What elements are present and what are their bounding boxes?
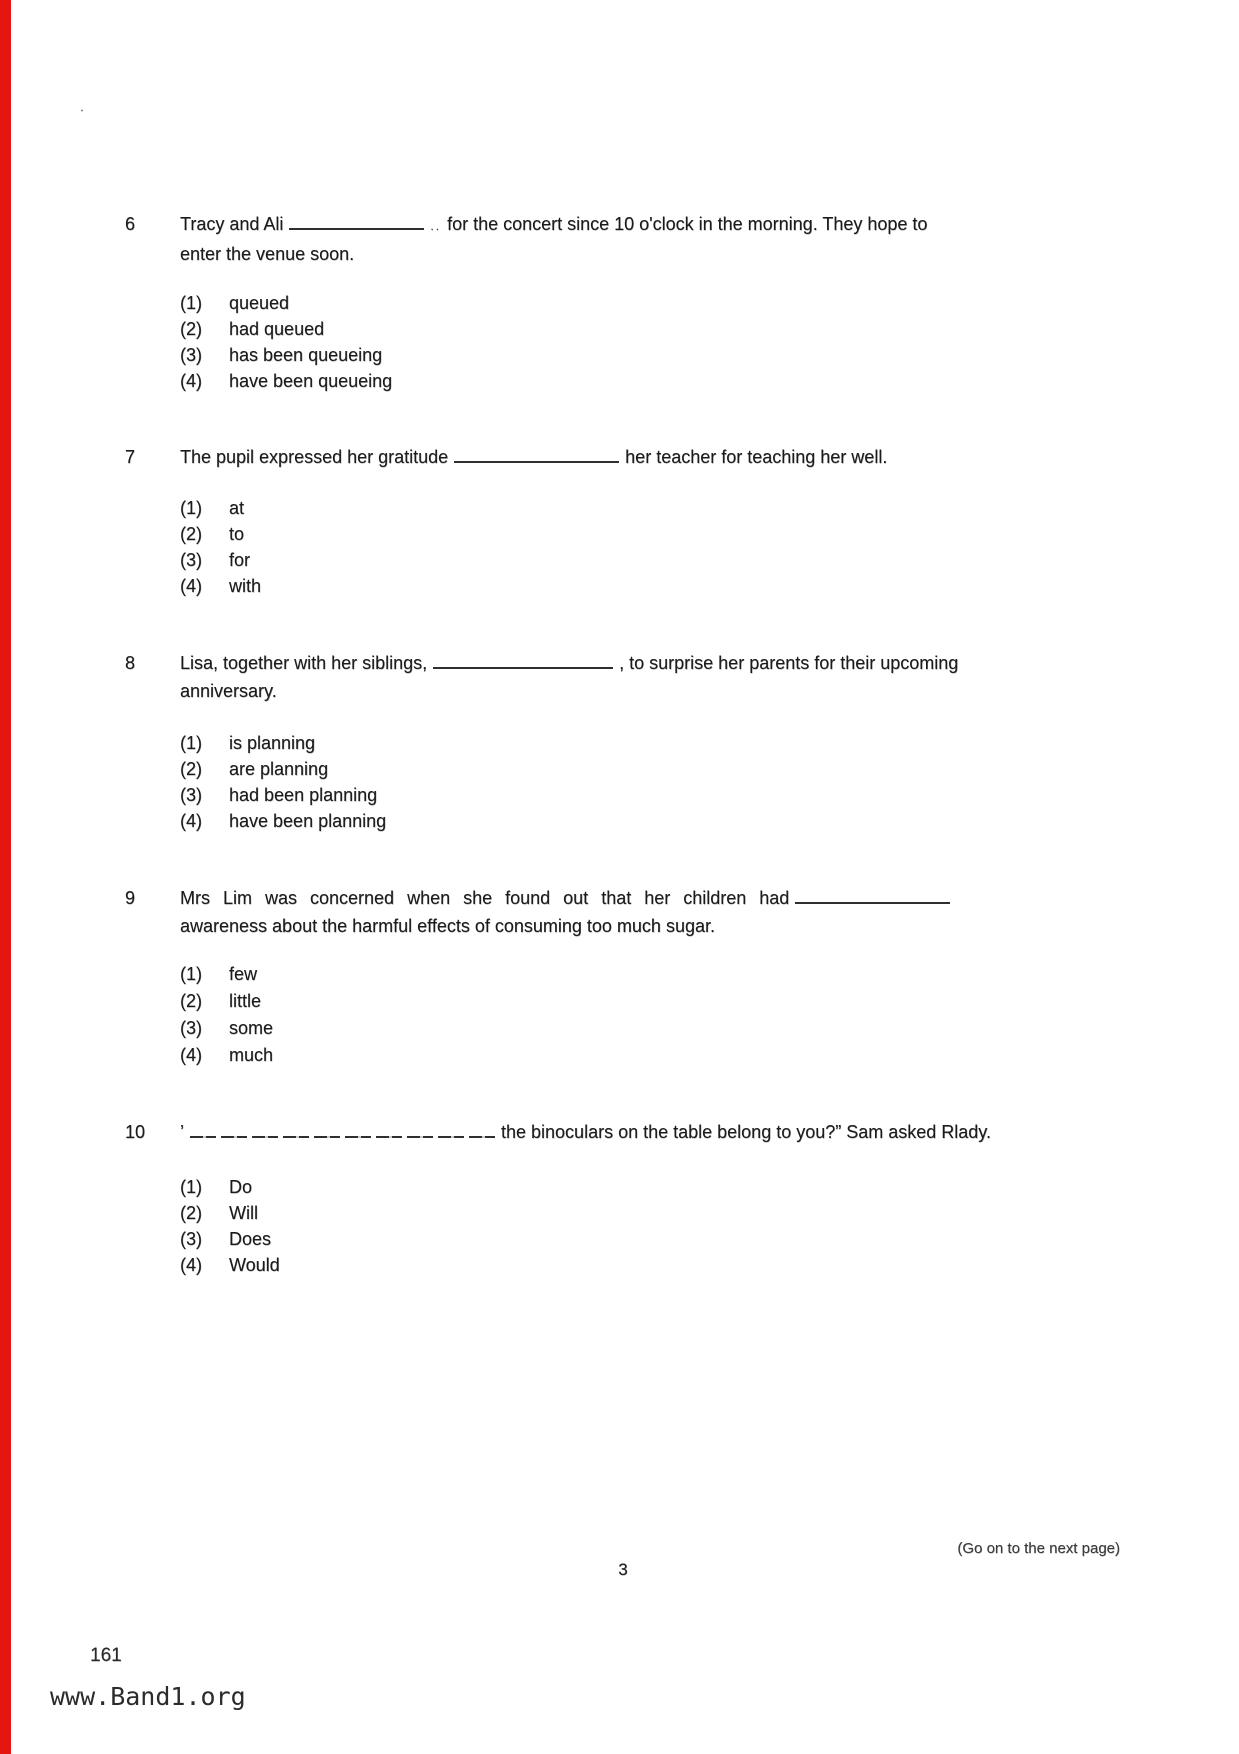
- question-6-line2: enter the venue soon.: [180, 244, 355, 264]
- question-7-options: [180, 495, 261, 599]
- answer-blank: [795, 902, 950, 904]
- question-6-options: [180, 290, 392, 394]
- question-9: [125, 884, 1070, 940]
- question-10-number: 10: [125, 1122, 146, 1142]
- question-8-options: [180, 730, 386, 834]
- option-label: at: [229, 497, 245, 518]
- option: [180, 521, 261, 547]
- option-number: (4): [180, 575, 202, 596]
- option-number: (2): [180, 991, 202, 1011]
- option: [180, 961, 273, 988]
- question-9-body: [180, 884, 1070, 940]
- option: [180, 368, 392, 394]
- question-8-line2: anniversary.: [180, 681, 277, 701]
- option-number: (2): [180, 523, 202, 544]
- question-6-body: [180, 210, 1070, 268]
- question-9-line2: awareness about the harmful effects of consuming too much sugar.: [180, 916, 715, 936]
- option-label: Do: [229, 1176, 253, 1197]
- option: [180, 1174, 280, 1200]
- question-7: [125, 443, 1070, 471]
- option-label: Will: [229, 1202, 258, 1223]
- question-7-text: [180, 443, 1070, 471]
- option-number: (2): [180, 1202, 202, 1223]
- option: [180, 573, 261, 599]
- option-label: had been planning: [229, 784, 378, 805]
- option: [180, 290, 392, 316]
- question-10: [125, 1118, 1070, 1146]
- option-number: (3): [180, 784, 202, 805]
- question-6-post: for the concert since 10 o'clock in the morning. They hope to: [447, 214, 928, 234]
- option-number: (1): [180, 292, 202, 313]
- question-8-number: 8: [125, 653, 136, 673]
- option-label: are planning: [229, 758, 329, 779]
- option-label: some: [229, 1018, 274, 1038]
- option: [180, 1015, 273, 1042]
- question-9-number: 9: [125, 888, 136, 908]
- page-number: 3: [618, 1560, 628, 1579]
- option-number: (3): [180, 1018, 202, 1038]
- option-label: with: [229, 575, 262, 596]
- option: [180, 782, 386, 808]
- option: [180, 730, 386, 756]
- option-label: Does: [229, 1228, 272, 1249]
- question-10-text: [180, 1118, 1070, 1146]
- question-8-pre: Lisa, together with her siblings,: [180, 653, 428, 673]
- question-7-body: [180, 443, 1070, 471]
- option-number: (1): [180, 1176, 202, 1197]
- option-label: had queued: [229, 318, 325, 339]
- watermark-url: www.Band1.org: [50, 1682, 246, 1711]
- option-number: (2): [180, 318, 202, 339]
- option: [180, 316, 392, 342]
- option: [180, 547, 261, 573]
- option: [180, 808, 386, 834]
- answer-blank: [433, 667, 613, 669]
- question-8: [125, 649, 1070, 705]
- question-10-pre: ’: [180, 1122, 184, 1142]
- question-9-pre: Mrs Lim was concerned when she found out that her children had: [180, 888, 790, 908]
- question-6-pre: Tracy and Ali: [180, 214, 284, 234]
- option-number: (3): [180, 1228, 202, 1249]
- question-6: [125, 210, 1070, 268]
- option-label: Would: [229, 1254, 280, 1275]
- question-7-post: her teacher for teaching her well.: [625, 447, 888, 467]
- question-10-options: [180, 1174, 280, 1278]
- option-number: (1): [180, 964, 202, 984]
- go-on-note: (Go on to the next page): [957, 1540, 1120, 1557]
- option-label: few: [229, 964, 258, 984]
- option-number: (3): [180, 344, 202, 365]
- option-number: (4): [180, 1254, 202, 1275]
- question-8-body: [180, 649, 1070, 705]
- option-number: (1): [180, 732, 202, 753]
- option-label: queued: [229, 292, 290, 313]
- option-label: much: [229, 1045, 274, 1065]
- option-label: for: [229, 549, 251, 570]
- question-8-post: , to surprise her parents for their upcoming: [619, 653, 959, 673]
- option-number: (1): [180, 497, 202, 518]
- option-number: (4): [180, 1045, 202, 1065]
- answer-blank: [454, 461, 619, 463]
- question-7-number: 7: [125, 447, 136, 467]
- scan-edge-stripe: [0, 0, 11, 1754]
- option: [180, 756, 386, 782]
- scan-noise: ..: [430, 219, 442, 233]
- option: [180, 988, 273, 1015]
- option-number: (2): [180, 758, 202, 779]
- option-label: have been planning: [229, 810, 387, 831]
- option-label: to: [229, 523, 245, 544]
- option-label: have been queueing: [229, 370, 393, 391]
- option-label: little: [229, 991, 262, 1011]
- option: [180, 342, 392, 368]
- question-7-pre: The pupil expressed her gratitude: [180, 447, 449, 467]
- question-6-number: 6: [125, 214, 136, 234]
- stray-mark: .: [80, 99, 84, 114]
- answer-blank: [190, 1136, 495, 1138]
- option: [180, 1042, 273, 1069]
- option-number: (4): [180, 810, 202, 831]
- option-label: is planning: [229, 732, 316, 753]
- question-9-text: [180, 884, 1070, 912]
- option-number: (3): [180, 549, 202, 570]
- corner-number: 161: [90, 1645, 122, 1666]
- question-10-post: the binoculars on the table belong to you?” Sam asked Rlady.: [501, 1122, 991, 1142]
- question-10-body: [180, 1118, 1070, 1146]
- option: [180, 1226, 280, 1252]
- option: [180, 1252, 280, 1278]
- option-label: has been queueing: [229, 344, 383, 365]
- option: [180, 1200, 280, 1226]
- option: [180, 495, 261, 521]
- option-number: (4): [180, 370, 202, 391]
- answer-blank: [289, 228, 424, 230]
- question-6-text: [180, 210, 1070, 240]
- question-8-text: [180, 649, 1070, 677]
- question-9-options: [180, 961, 273, 1069]
